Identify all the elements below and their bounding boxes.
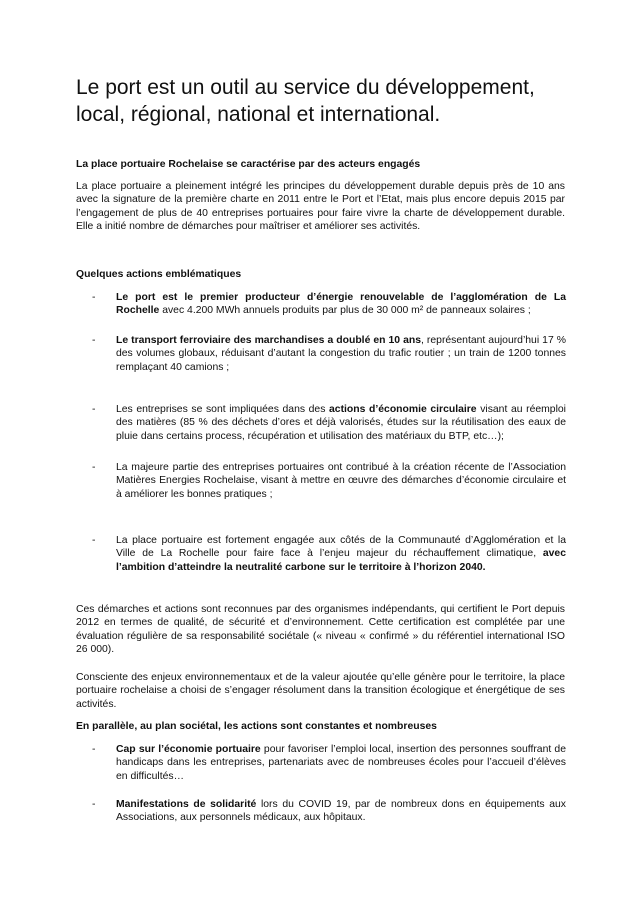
highlight-text: Cap sur l’économie portuaire	[116, 744, 261, 755]
body-text: pour favoriser l’emploi local, insertion des personnes souffrant de handicaps dans les entreprises, partenariats avec de nombreuses écoles pour l’accueil d’élèves en difficultés…	[116, 744, 566, 782]
body-text: lors du COVID 19, par de nombreux dons en équipements aux Associations, aux personnels médicaux, aux hôpitaux.	[116, 799, 566, 824]
certification-paragraph: Ces démarches et actions sont reconnues par des organismes indépendants, qui certifient le Port depuis 2012 en termes de qualité, de sécurité et d’environnement. Cette certification est complétée par une évaluation régulière de sa responsabilité sociétale (« niveau « confirmé » du référentiel international ISO 26 000).	[76, 604, 565, 656]
intro-paragraph: La place portuaire a pleinement intégré les principes du développement durable depuis près de 10 ans avec la signature de la première charte en 2011 entre le Port et l’Etat, mais plus encore depuis 2015 par l’engagement de plus de 40 entreprises portuaires pour faire vivre la charte de développement durable. Elle a initié nombre de démarches pour maîtriser et améliorer ses activités.	[76, 181, 565, 233]
bullet-dash: -	[92, 335, 96, 346]
list-item-text	[116, 334, 566, 374]
section-heading-actors: La place portuaire Rochelaise se caractérise par des acteurs engagés	[76, 159, 421, 170]
bullet-dash: -	[92, 292, 96, 303]
list-item-text	[116, 743, 566, 783]
page-title: Le port est un outil au service du développement, local, régional, national et international.	[76, 76, 535, 126]
highlight-text: Manifestations de solidarité	[116, 799, 257, 810]
body-text: visant au réemploi des matières (85 % des déchets d’ores et déjà valorisés, études sur la réutilisation des eaux de pluie dans certains process, récupération et utilisation des matériaux du BTP, etc…);	[116, 404, 566, 442]
bullet-dash: -	[92, 404, 96, 415]
list-item-text: La majeure partie des entreprises portuaires ont contribué à la création récente de l’Association Matières Energies Rochelaise, visant à mettre en œuvre des démarches d’économie circulaire et à améliorer les bonnes pratiques ;	[116, 462, 566, 500]
body-text: , représentant aujourd’hui 17 % des volumes globaux, réduisant d’autant la congestion du trafic routier ; un train de 1200 tonnes remplaçant 40 camions ;	[116, 335, 566, 373]
list-item-text	[116, 291, 566, 318]
highlight-text: Le port est le premier producteur d’énergie renouvelable de l’agglomération de La Rochelle	[116, 292, 566, 317]
list-item-text	[116, 534, 566, 574]
bullet-dash: -	[92, 462, 96, 473]
list-item-text	[116, 403, 566, 443]
highlight-text: actions d’économie circulaire	[329, 404, 477, 415]
transition-paragraph: Consciente des enjeux environnementaux et de la valeur ajoutée qu’elle génère pour le territoire, la place portuaire rochelaise a choisi de s’engager résolument dans la transition écologique et énergétique de ses activités.	[76, 672, 565, 710]
body-text: Les entreprises se sont impliquées dans des	[116, 404, 330, 415]
bullet-dash: -	[92, 535, 96, 546]
bullet-dash: -	[92, 744, 96, 755]
list-item-text	[116, 798, 566, 825]
body-text: avec 4.200 MWh annuels produits par plus de 30 000 m² de panneaux solaires ;	[159, 305, 531, 317]
section-heading-actions: Quelques actions emblématiques	[76, 269, 242, 280]
highlight-text: avec l’ambition d’atteindre la neutralité carbone sur le territoire à l’horizon 2040.	[116, 548, 566, 573]
section-heading-societal: En parallèle, au plan sociétal, les actions sont constantes et nombreuses	[76, 721, 437, 732]
bullet-dash: -	[92, 799, 96, 810]
body-text: La place portuaire est fortement engagée aux côtés de la Communauté d’Agglomération et la Ville de La Rochelle pour faire face à l’enjeu majeur du réchauffement climatique,	[116, 535, 566, 560]
highlight-text: Le transport ferroviaire des marchandises a doublé en 10 ans	[116, 335, 422, 346]
